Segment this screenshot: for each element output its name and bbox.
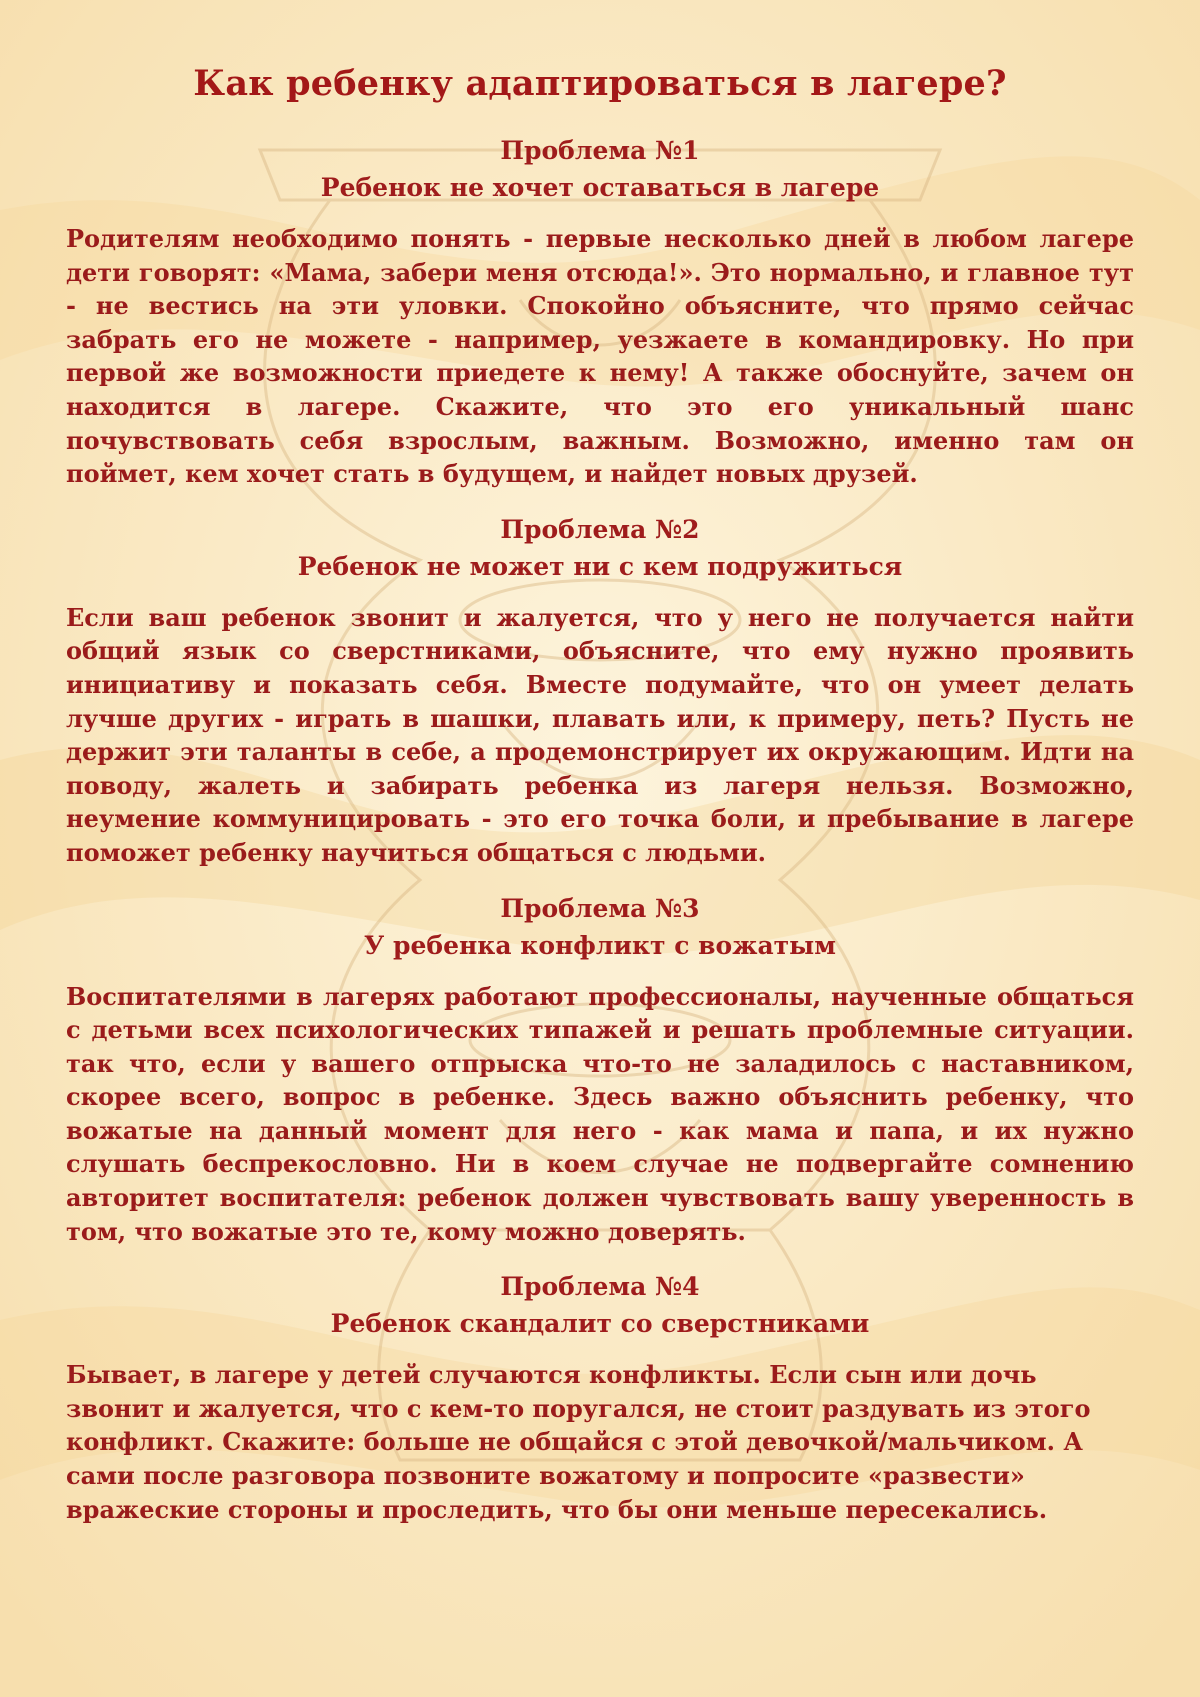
problem-heading: Ребенок не хочет оставаться в лагере (320, 173, 880, 202)
problem-number: Проблема №2 (500, 514, 700, 544)
problem-body: Бывает, в лагере у детей случаются конфликты. Если сын или дочь звонит и жалуется, что с кем-то поругался, не стоит раздувать из этого конфликт. Скажите: больше не общайся с этой девочкой/мальчиком. А сами после разговора позвоните вожатому и попросите «развести» вражеские стороны и проследить, что бы они меньше пересекались. (66, 1360, 1091, 1524)
problem-number: Проблема №4 (500, 1272, 700, 1302)
problem-section-4 (66, 1268, 1134, 1526)
problem-heading: Ребенок скандалит со сверстниками (330, 1309, 870, 1339)
page-title: Как ребенку адаптироваться в лагере? (193, 63, 1007, 104)
problem-number: Проблема №3 (500, 893, 700, 923)
problem-heading: Ребенок не может ни с кем подружиться (297, 551, 903, 581)
problem-heading: У ребенка конфликт с вожатым (364, 930, 836, 960)
problem-body: Если ваш ребенок звонит и жалуется, что у него не получается найти общий язык со сверстниками, объясните, что ему нужно проявить инициативу и показать себя. Вместе подумайте, что он умеет делать лучше других - играть в шашки, плавать или, к примеру, петь? Пусть не держит эти таланты в себе, а продемонстрирует их окружающим. Идти на поводу, жалеть и забирать ребенка из лагеря нельзя. Возможно, неумение коммуницировать - это его точка боли, и пребывание в лагере поможет ребенку научиться общаться с людьми. (66, 602, 1134, 867)
problem-section-2 (66, 511, 1134, 870)
problem-number: Проблема №1 (500, 136, 700, 165)
problem-section-1 (66, 132, 1134, 491)
page-content (66, 56, 1134, 1526)
problem-body: Родителям необходимо понять - первые несколько дней в любом лагере дети говорят: «Мама, забери меня отсюда!». Это нормально, и главное тут - не вестись на эти уловки. Спокойно объясните, что прямо сейчас забрать его не можете - например, уезжаете в командировку. Но при первой же возможности приедете к нему! А также обоснуйте, зачем он находится в лагере. Скажите, что это его уникальный шанс почувствовать себя взрослым, важным. Возможно, именно там он поймет, кем хочет стать в будущем, и найдет новых друзей. (66, 224, 1134, 489)
problem-body: Воспитателями в лагерях работают профессионалы, наученные общаться с детьми всех психологических типажей и решать проблемные ситуации. так что, если у вашего отпрыска что-то не заладилось с наставником, скорее всего, вопрос в ребенке. Здесь важно объяснить ребенку, что вожатые на данный момент для него - как мама и папа, и их нужно слушать беспрекословно. Ни в коем случае не подвергайте сомнению авторитет воспитателя: ребенок должен чувствовать вашу уверенность в том, что вожатые это те, кому можно доверять. (66, 981, 1134, 1246)
problem-section-3 (66, 890, 1134, 1249)
